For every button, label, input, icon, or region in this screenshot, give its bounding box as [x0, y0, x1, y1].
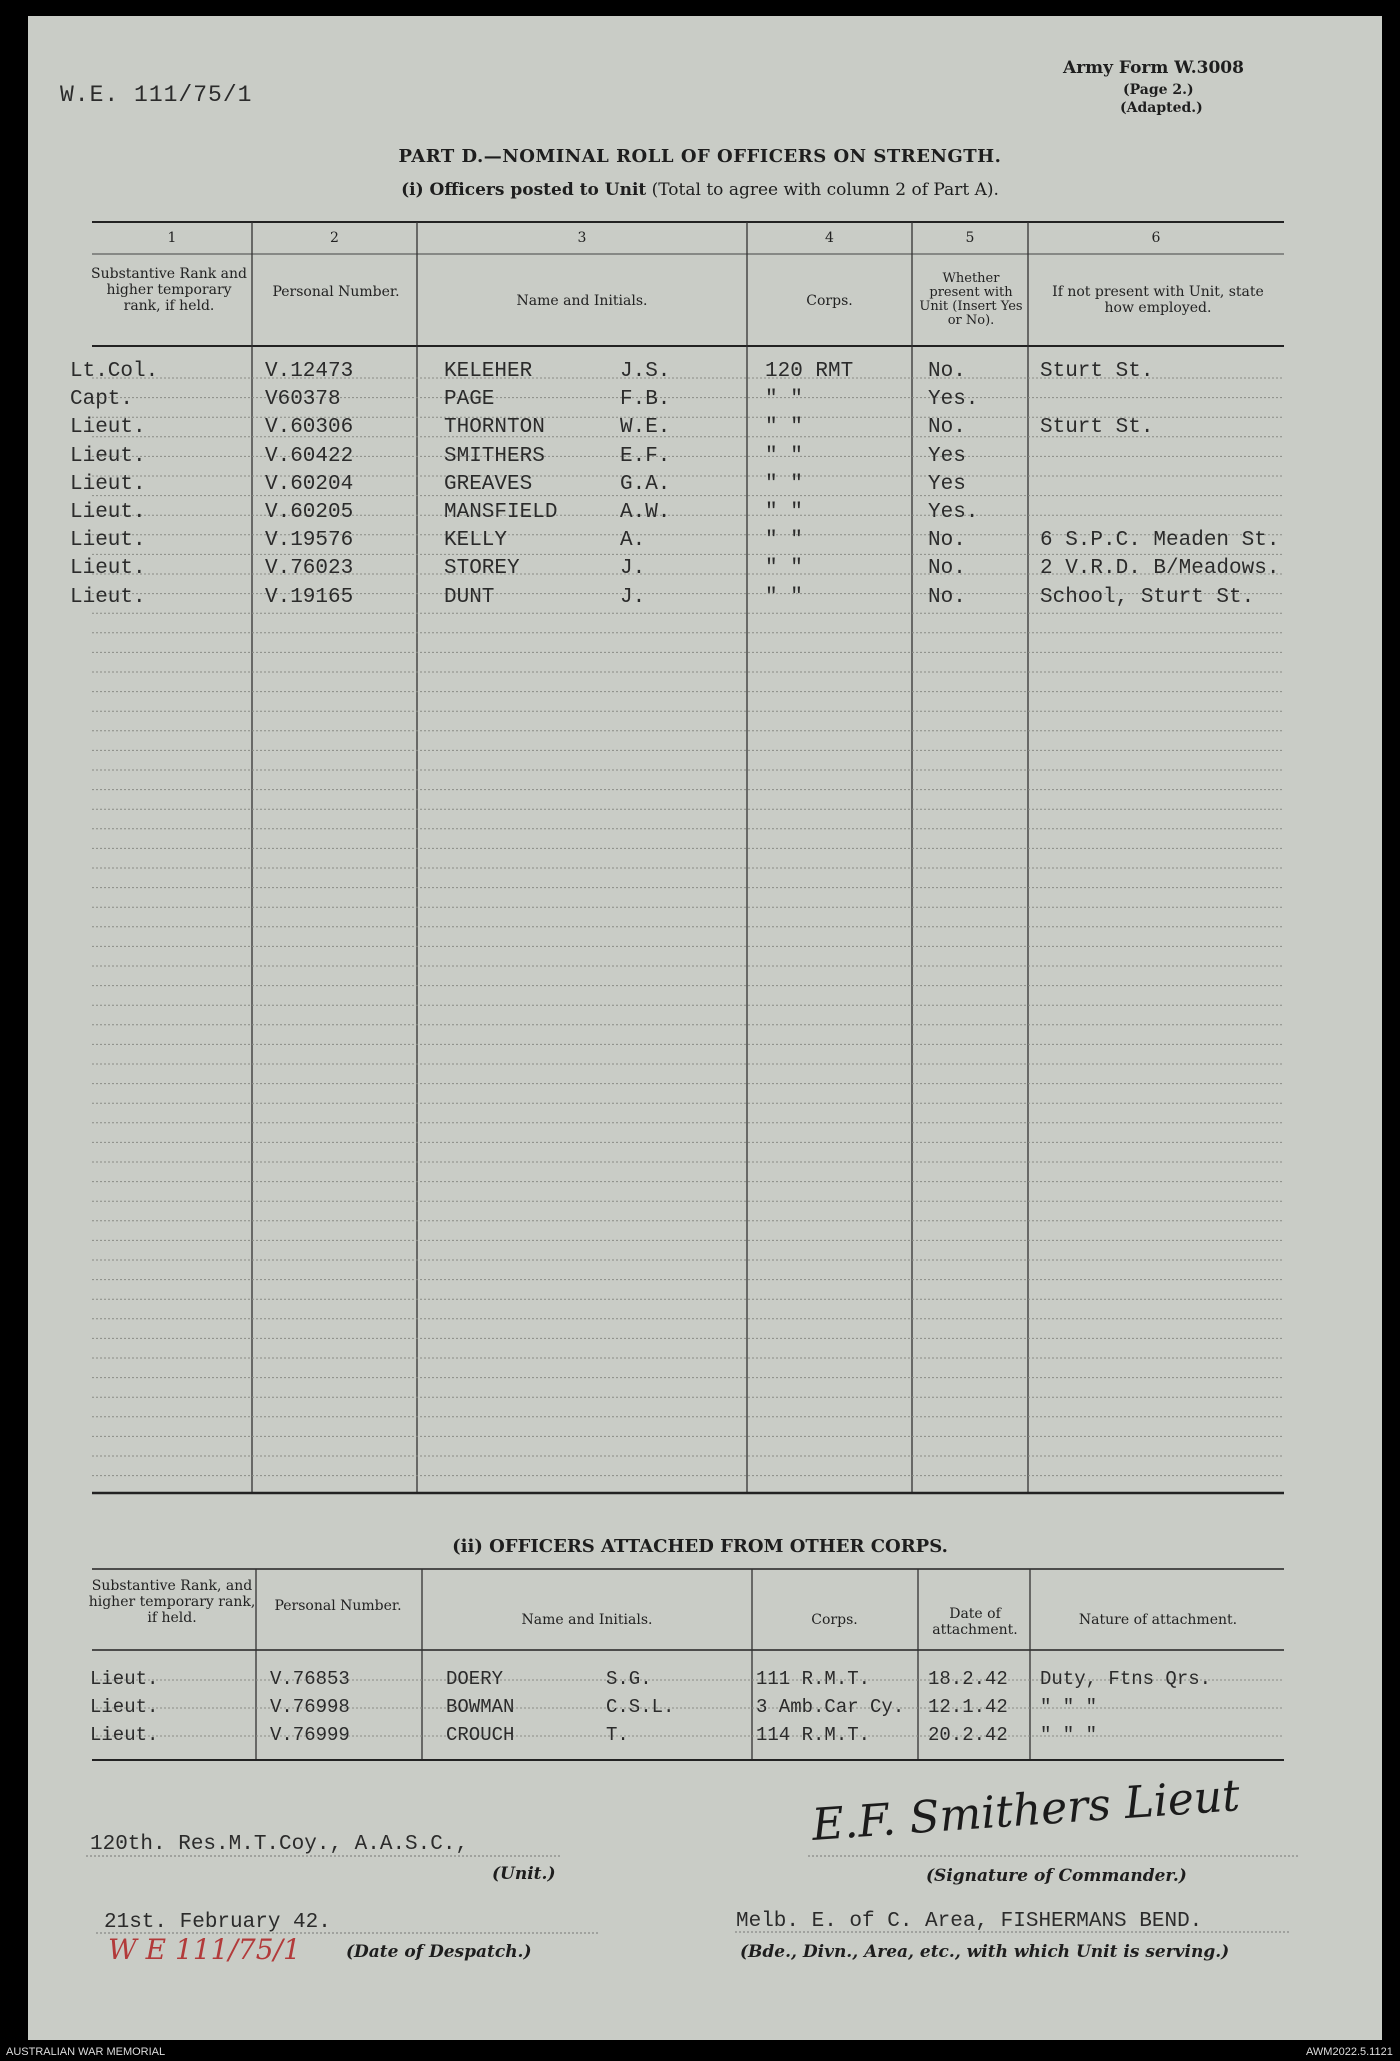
cell-number: V.76998 — [270, 1696, 350, 1718]
handwritten-reference: W E 111/75/1 — [108, 1933, 301, 1966]
t2-header-rank: Substantive Rank, and higher temporary rank, if held. — [88, 1578, 256, 1626]
header-employed: If not present with Unit, state how employed. — [1052, 284, 1264, 316]
cell-name: DUNT — [444, 585, 495, 609]
t2-header-personal-number: Personal Number. — [274, 1598, 402, 1614]
cell-initials: C.S.L. — [606, 1696, 675, 1718]
cell-initials: J. — [620, 557, 646, 581]
header-present: Whether present with Unit (Insert Yes or No). — [919, 271, 1023, 328]
cell-number: V.76999 — [270, 1724, 350, 1746]
col-number-3: 3 — [577, 230, 587, 246]
cell-initials: A.W. — [620, 501, 671, 524]
t2-header-name: Name and Initials. — [521, 1612, 653, 1628]
unit-value: 120th. Res.M.T.Coy., A.A.S.C., — [90, 1833, 469, 1856]
header-corps: Corps. — [806, 293, 853, 309]
cell-number: V60378 — [265, 388, 341, 412]
cell-name: BOWMAN — [446, 1696, 515, 1718]
cell-rank: Lieut. — [90, 1724, 159, 1746]
cell-present: No. — [928, 557, 966, 581]
area-value: Melb. E. of C. Area, FISHERMANS BEND. — [736, 1910, 1203, 1933]
reference-number: W.E. 111/75/1 — [60, 82, 253, 108]
cell-employed: 6 S.P.C. Meaden St. — [1040, 529, 1280, 553]
col-number-4: 4 — [825, 230, 834, 246]
col-number-2: 2 — [330, 230, 339, 246]
cell-number: V.76023 — [265, 557, 354, 581]
cell-present: Yes — [928, 444, 966, 468]
cell-initials: T. — [606, 1724, 629, 1746]
cell-corps: " " — [765, 557, 803, 581]
cell-rank: Lieut. — [70, 444, 146, 468]
commander-signature: E.F. Smithers Lieut — [810, 1770, 1242, 1851]
cell-name: STOREY — [444, 557, 520, 581]
cell-name: PAGE — [444, 388, 495, 412]
cell-employed: 2 V.R.D. B/Meadows. — [1040, 557, 1280, 581]
cell-initials: S.G. — [606, 1668, 652, 1690]
cell-rank: Lieut. — [90, 1696, 159, 1718]
cell-name: MANSFIELD — [444, 501, 558, 524]
date-value: 21st. February 42. — [104, 1911, 331, 1934]
section2-title: (ii) OFFICERS ATTACHED FROM OTHER CORPS. — [452, 1536, 948, 1557]
form-sheet — [28, 16, 1382, 2040]
cell-name: THORNTON — [444, 416, 545, 440]
cell-date: 12.1.42 — [928, 1696, 1008, 1718]
form-adapted: (Adapted.) — [1120, 100, 1203, 116]
header-personal-number: Personal Number. — [272, 284, 400, 300]
cell-initials: J. — [620, 585, 646, 609]
cell-date: 18.2.42 — [928, 1668, 1008, 1690]
t2-header-date: Date of attachment. — [932, 1606, 1018, 1638]
area-label: (Bde., Divn., Area, etc., with which Unit is serving.) — [740, 1942, 1230, 1962]
col-number-5: 5 — [965, 230, 975, 246]
cell-name: DOERY — [446, 1668, 504, 1690]
cell-rank: Lieut. — [90, 1668, 159, 1690]
col-number-1: 1 — [167, 230, 177, 246]
date-label: (Date of Despatch.) — [346, 1942, 532, 1962]
cell-name: KELLY — [444, 529, 508, 553]
cell-corps: " " — [765, 416, 803, 440]
cell-initials: W.E. — [620, 416, 671, 440]
cell-rank: Lieut. — [70, 585, 146, 609]
cell-initials: F.B. — [620, 388, 671, 412]
form-page: (Page 2.) — [1123, 82, 1194, 98]
unit-label: (Unit.) — [492, 1864, 556, 1884]
header-name: Name and Initials. — [516, 293, 648, 309]
cell-number: V.60205 — [265, 501, 354, 524]
cell-number: V.60306 — [265, 416, 354, 440]
cell-corps: " " — [765, 388, 803, 412]
cell-present: Yes. — [928, 388, 979, 412]
cell-present: No. — [928, 585, 966, 609]
cell-date: 20.2.42 — [928, 1724, 1008, 1746]
cell-corps: 3 Amb.Car Cy. — [756, 1696, 905, 1718]
cell-present: No. — [928, 416, 966, 440]
form-id: Army Form W.3008 — [1063, 58, 1244, 78]
cell-nature: " " " — [1040, 1724, 1098, 1746]
cell-nature: Duty, Ftns Qrs. — [1040, 1668, 1212, 1690]
part-subtitle — [0, 180, 1400, 200]
cell-present: No. — [928, 360, 966, 383]
cell-employed: Sturt St. — [1040, 360, 1154, 383]
cell-initials: A. — [620, 529, 646, 553]
t2-header-corps: Corps. — [811, 1612, 858, 1628]
cell-nature: " " " — [1040, 1696, 1098, 1718]
cell-corps: 120 RMT — [765, 360, 854, 383]
archive-id: AWM2022.5.1121 — [1306, 2046, 1393, 2058]
cell-corps: " " — [765, 501, 803, 524]
part-subtitle-bold: (i) Officers posted to Unit — [401, 180, 647, 200]
cell-employed: School, Sturt St. — [1040, 585, 1255, 609]
cell-rank: Lieut. — [70, 501, 146, 524]
cell-present: No. — [928, 529, 966, 553]
cell-rank: Lieut. — [70, 557, 146, 581]
cell-rank: Capt. — [70, 388, 134, 412]
cell-initials: G.A. — [620, 472, 671, 496]
cell-name: SMITHERS — [444, 444, 545, 468]
cell-corps: " " — [765, 585, 803, 609]
col-number-6: 6 — [1151, 230, 1161, 246]
cell-initials: E.F. — [620, 444, 671, 468]
cell-name: GREAVES — [444, 472, 533, 496]
cell-number: V.60204 — [265, 472, 354, 496]
cell-corps: 114 R.M.T. — [756, 1724, 871, 1746]
cell-number: V.19165 — [265, 585, 354, 609]
cell-initials: J.S. — [620, 360, 671, 383]
t2-header-nature: Nature of attachment. — [1078, 1612, 1238, 1628]
cell-corps: " " — [765, 444, 803, 468]
header-rank: Substantive Rank and higher temporary rank, if held. — [91, 266, 247, 314]
cell-corps: 111 R.M.T. — [756, 1668, 871, 1690]
cell-rank: Lt.Col. — [70, 360, 159, 383]
cell-number: V.76853 — [270, 1668, 350, 1690]
cell-name: CROUCH — [446, 1724, 515, 1746]
cell-name: KELEHER — [444, 360, 533, 383]
part-title: PART D.—NOMINAL ROLL OF OFFICERS ON STRENGTH. — [398, 146, 1002, 167]
cell-rank: Lieut. — [70, 416, 146, 440]
cell-number: V.60422 — [265, 444, 354, 468]
cell-corps: " " — [765, 472, 803, 496]
part-subtitle-rest: (Total to agree with column 2 of Part A). — [646, 180, 999, 200]
cell-rank: Lieut. — [70, 472, 146, 496]
cell-employed: Sturt St. — [1040, 416, 1154, 440]
archive-credit: AUSTRALIAN WAR MEMORIAL — [6, 2046, 166, 2058]
cell-number: V.12473 — [265, 360, 354, 383]
cell-corps: " " — [765, 529, 803, 553]
cell-rank: Lieut. — [70, 529, 146, 553]
cell-number: V.19576 — [265, 529, 354, 553]
cell-present: Yes. — [928, 501, 979, 524]
signature-label: (Signature of Commander.) — [926, 1866, 1187, 1886]
cell-present: Yes — [928, 472, 966, 496]
